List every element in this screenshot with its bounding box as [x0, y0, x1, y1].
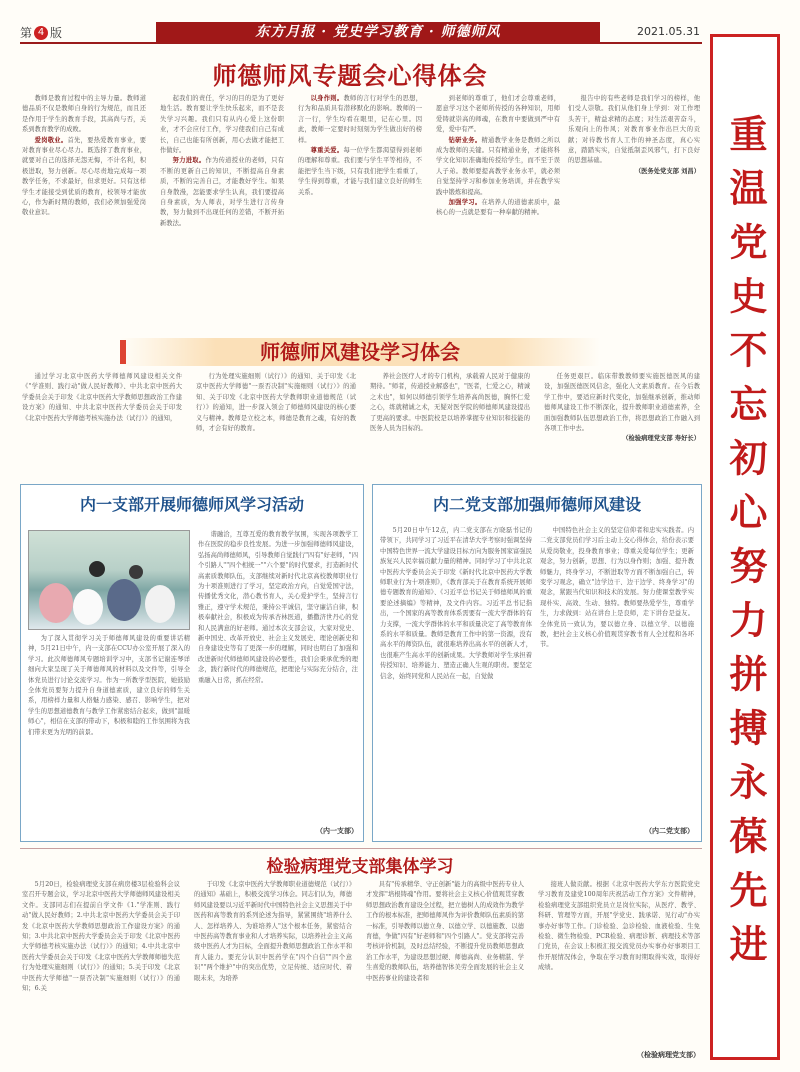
left-article-signature: （内一支部） [316, 826, 358, 835]
section3-divider [20, 848, 702, 849]
meeting-photo [28, 530, 190, 630]
issue-date: 2021.05.31 [637, 25, 700, 38]
left-article-title: 内一支部开展师德师风学习活动 [79, 495, 304, 514]
section2-col4: 任务更艰巨。临床带教教师要实施医德医风的建设，加强医德医风信念，强化人文素质教育。在今后教学工作中，要适应新时代变化，加强继承创新，推动师德师风建设工作不断深化，提升教师职业道德素养，全面加强教师队伍思想政治工作，将思想政治工作融入到各项工作中去。 （检验病理党支部 寿好长） [544, 372, 700, 480]
section2-signature: （检验病理党支部 寿好长） [622, 435, 700, 443]
section1-col1: 教师是教育过程中的主导力量。教师道德品质不仅是教师自身的行为规范，而且还是作用于学生的教育手段，其高尚与否，关系到教育教学的成败。 爱岗敬业。首先，要热爱教育事业，要对教育事业尽心尽力。既选择了教育事业，就要对自己的选择无怨无悔，不计名利，积极进取，努力创新。尽心尽责地完成每一项教学任务，不求最好，但求更好。只有这样学生才能接受到优质的教育，校领导才能放心，作为新时期的教师，我们必须加强爱岗敬业意识。 [22, 95, 146, 217]
page-number-label: 第 4 版 [20, 26, 63, 40]
section1-col2: 起我们的责任，学习的目的是为了更好地生活。教育要让学生快乐起来，而不是丧失学习兴趣。我们只有从内心爱上这份职业，才不会应付工作，学习使我们自己有成长，自己也能有所创新，用心去做才能把工作做好。 努力进取。作为传道授业的老师，只有不断的更新自己的知识，不断提高自身素质，不断的完善自己，才能教好学生。如果自身散漫，怎能要求学生认真，我们要提高自身素质，为人师表，对学生进行言传身教，努力做到不出现任何的差错，不断开拓新教法。 [160, 95, 284, 227]
section3-col3: 具有"传承精华、守正创新"能力的高级中医药专业人才发挥"培根铸魂"作用。要将社会主义核心价值观贯穿教师思想政治教育建设全过程，把立德树人的成效作为教学工作的根本标准，把师德师风作为评价教师队伍素质的第一标准，引导教师以德立身、以德立学、以德施教、以德育德，争做"四有"好老师和"四个引路人"。党支部将完善考核评价机制，及时总结经验，不断提升党员教师思想政治工作水平，为建设思想过硬、师德高尚、业务精湛、学生喜爱的教师队伍，培养德智体美劳全面发展的社会主义中医药事业的建设者和 [366, 881, 524, 982]
section3-col1: 5月20日，检验病理党支部在病房楼3层检验科会议室召开专题会议，学习北京中医药大学师德师风建设相关文件。支部同志们在提前自学文件《1."学准则、践行动"做人民好教师；2.中共北京中医药大学委员会关于印发《北京中医药大学教师思想政治工作建设方案》的通知；3.中共北京中医药大学委员会关于印发《北京中医药大学师德考核实施办法（试行）》的通知；4.中共北京中医药大学委员会关于印发《北京中医药大学教师师德失范行为处理实施细则（试行）》的通知；5.关于印发《北京中医药大学师德"一票否决制"实施细则（试行）》的通知；6.关 [22, 881, 180, 993]
left-article-col2: 谐融洽，互尊互爱的教育教学氛围，实现各项教学工作在医院的稳步良性发展。为进一步加强师德师风建设，弘扬高尚师德师风，引导教师自觉践行"四有"好老师，"四个引路人""四个相统一""六个要"的时代要求，打造新时代高素质教师队伍，支部继续对新时代北京高校教师职业行为十项准则进行了学习，坚定政治方向，自觉爱国守法，传播优秀文化，潜心教书育人，关心爱护学生，坚持言行雅正，遵守学术规范，秉持公平诚信，坚守廉洁自律，积极奉献社会，积极成为传承杏林医道，播撒济世丹心的党和人民满意的好老师。通过本次支部会议，大家对党史、新中国史、改革开放史、社会主义发展史、理论创新史和自身建设史等有了更深一步的理解，同时也明白了加强和改进新时代师德师风建设的必要性，我们会秉承优秀的理念，践行新时代的师德规范，把理论与实际充分结合，注重融入日常，抓在经常。 [198, 531, 358, 684]
sidebar-slogan: 重温党史不忘初心努力拼搏永葆先进 [723, 114, 767, 978]
section1-col5: 报告中的有些老师是我们学习的榜样，他们受人崇敬。我们从他们身上学到：对工作埋头苦干，精益求精的态度；对生活艰苦奋斗，乐观向上的作风；对教育事业作出巨大的贡献；对待教书育人工作的神圣态度，真心实意，踏踏实实，自觉抵制歪风邪气，打下良好的思想基础。 （医务处党支部 刘昌） [568, 94, 700, 334]
section3-col4: 接班人做贡献。根据《北京中医药大学东方医院党史学习教育及建党100周年庆祝活动工作方案》文件精神，检验病理党支部组织党员立足岗位实际，从医疗、教学、科研、管理等方面，开展"学党史、践承诺、见行动"办实事办好事等工作。门诊检验、急诊检验、血液检验、生免检验、微生物检验、PCR检验、病理诊断、病理技术等部门党员，在会议上积极汇报交流党员办实事办好事项目工作开展情况体会，争取在学习教育时期取得实效，取得好成绩。 [538, 881, 700, 972]
right-article-signature: （内二党支部） [645, 826, 694, 835]
band-decoration [120, 340, 126, 364]
section2-col1: 通过学习北京中医药大学师德师风建设相关文件《"学准则、践行动"做人民好教师》、中共北京中医药大学委员会关于印发《北京中医药大学教师思想政治工作建设方案》的通知、中共北京中医药大学委员会关于印发《北京中医药大学师德考核实施办法（试行）》的通知， [22, 373, 182, 422]
section1-title: 师德师风专题会心得体会 [212, 61, 488, 90]
slogan-sidebar [710, 34, 780, 1060]
section3-title: 检验病理党支部集体学习 [266, 857, 454, 877]
section2-col2: 行为处理实施细则（试行）》的通知、关于印发《北京中医药大学师德"一票否决制"实施细则（试行）》的通知、关于印发《北京中医药大学教师职业道德规范（试行）》的通知，进一步深入领会了师德师风建设的核心要义与精神。教师是立校之本，师德是教育之魂，有好的教师，才会有好的教育。 [196, 373, 356, 433]
section2-title-band [120, 338, 600, 366]
masthead: 东方月报 · 党史学习教育 · 师德师风 [156, 22, 600, 43]
page-number-badge: 4 [34, 26, 48, 40]
section3-signature: （检验病理党支部） [637, 1050, 700, 1059]
section1-col4: 到老师的尊重了，他们才会尊重老师，愿意学习这个老师所传授的各种知识，用师爱铸就崇高的师魂，在教育中要做到严中有爱，爱中有严。 钻研业务。精通教学业务是教师之所以成为教师的关键。只有精通业务，才能将科学文化知识准确地传授给学生，而不至于误人子弟。教师要提高教学业务水平，就必须自觉坚持学习和参加业务培训，并在教学实践中锻炼和提高。 加强学习。在培养人的道德素质中，最核心的一点就是要有一种奉献的精神。 [436, 95, 560, 217]
page-header [20, 22, 702, 44]
left-article-col1: 为了深入贯彻学习关于师德师风建设的重要讲话精神，5月21日中午，内一支部在CCU办公室开展了深入的学习。此次师德师风专题培训学习中，支部书记谢连琴详细向大家呈现了关于师德师风的材料以及文件等，引导全体党员进行讨论交流学习。作为一所教学型医院，她鼓励全体党员要努力提升自身道德素质，建立良好的师生关系，用榜样力量和人格魅力感染、感召、影响学生，把对学生的思想道德教育与教学工作紧密结合起来，做到"温暖师心"，相信在支部的带动下，积极和睦的工作氛围将为我们带来更为光明的前景。 [28, 635, 190, 736]
section2-col3: 养社会医疗人才的专门机构，承载着人民对于健康的期待。"师者，传道授业解惑也"，"医者，仁爱之心，精诚之术也"，如何以师德引领学生培养高尚医德，胸怀仁爱之心，练就精诚之术，无疑对医学院的师德师风建设提出了更高的要求。中医院校是以培养掌握专业知识和技能的医务人员为目标的。 [370, 373, 530, 433]
right-article-title: 内二党支部加强师德师风建设 [432, 495, 641, 514]
right-article-col1: 5月20日中午12点，内二党支部在方晓磊书记的带领下，共同学习了习近平在清华大学考察时强调坚持中国特色世界一流大学建设目标方向为服务国家富强民族复兴人民幸福贡献力量的精神。同时学习了中共北京中医药大学委员会关于印发《新时代北京中医药大学教师职业行为十项准则》，《教育部关于在教育系统开展师德专题教育的通知》、《习近平总书记关于师德师风的重要论述摘编》等精神，及文件内容。习近平总书记指出，一个国家的高等教育体系需要有一流大学群体的有力支撑，一流大学群体的水平和质量决定了高等教育体系的水平和质量。教师是教育工作中的第一资源，没有高水平的师资队伍，就很难培养出高水平的创新人才，也很难产生高水平的创新成果。大学教师对学生承担着传授知识、培养能力、塑造正确人生观的职责。要坚定信念，始终同党和人民站在一起，自觉做 [380, 527, 532, 680]
right-article-col2: 中国特色社会主义的坚定信仰者和忠实实践者。内二党支部党员们学习后主动上交心得体会，给份表示要从爱岗敬业，投身教育事业；尊重关爱每位学生；更新观念，努力创新，思想、行为以身作则；加强、提升教师魅力，终身学习，不断进取等方面不断加强自己，转变学习观念，确立"边学边干、边干边学、终身学习"的观念，紧跟当代知识和技术的发展。努力使课堂教学实现朴实、高效、生动、独特。教师要热爱学生，尊重学生，力求做到：站在讲台上是良师，走下讲台是益友。全体党员一致认为，要以德立身、以德立学、以德施教，把社会主义核心价值观贯穿教书育人全过程和各环节。 [540, 527, 694, 649]
section1-signature: （医务处党支部 刘昌） [634, 167, 700, 175]
section1-col3: 以身作则。教师的言行对学生的思想，行为和品质具有潜移默化的影响。教师的一言一行，学生均看在眼里，记在心里。因此，教师一定要时时刻刻为学生做出好的榜样。 尊重关爱。每一位学生都渴望得到老师的理解和尊重。我们要与学生平等相待，不能把学生当下级，只有我们把学生看重了，学生得到尊重，才能与我们建立良好的师生关系。 [298, 95, 422, 196]
section3-col2: 于印发《北京中医药大学教师职业道德规范（试行）》的通知》基础上，积极交流学习体会。同志们认为，师德师风建设要以习近平新时代中国特色社会主义思想关于中医药和高等教育的系列论述为指导，紧紧围绕"培养什么人、怎样培养人、为谁培养人"这个根本任务，紧密结合中医药高等教育事业和人才培养实际，以培养社会主义高级中医药人才为目标，全面提升教师思想政治工作水平和育人能力。要充分认识中医药学在"四个自信""四个意识""两个维护"中的突出优势，立足传统、适应时代、着眼未来，为培养 [194, 881, 352, 982]
section2-title: 师德师风建设学习体会 [260, 340, 460, 364]
